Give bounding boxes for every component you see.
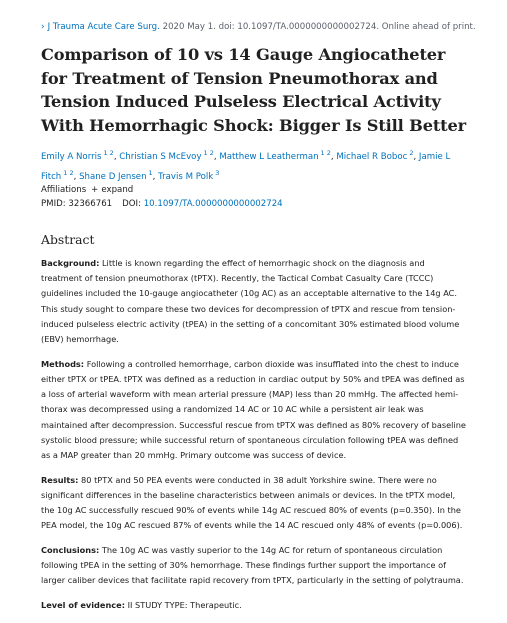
author-separator: , [213, 152, 220, 162]
abstract-section [41, 256, 467, 347]
author-separator: , [152, 171, 159, 182]
abstract-section [41, 543, 467, 589]
abstract-section-label: Results: [41, 474, 79, 485]
author-link[interactable]: Matthew L Leatherman [219, 152, 319, 162]
author-link[interactable]: Travis M Polk [158, 171, 214, 182]
abstract-body [41, 256, 467, 623]
abstract-section [41, 473, 467, 534]
abstract-section-text: Little is known regarding the effect of hemorrhagic shock on the diagnosis and treatment of tension pneumothorax (tPTX). Recently, the Tactical Combat Casualty Care (TCCC) guidelines included the 10-gauge angiocatheter (10g AC) as an acceptable alternative to the 14g AC. This study sought to compare these two devices for decompression of tPTX and rescue from tension-induced pulseless electric activity (tPEA) in the setting of a concomitant 30% estimated blood volume (EBV) hemorrhage. [41, 258, 460, 345]
abstract-section-text: II STUDY TYPE: Therapeutic. [127, 600, 242, 611]
citation-details: 2020 May 1. doi: 10.1097/TA.0000000000002724. Online ahead of print. [162, 22, 476, 32]
doi-link[interactable]: 10.1097/TA.0000000000002724 [143, 199, 283, 209]
pmid-value: 32366761 [68, 199, 113, 209]
plus-icon: + [91, 185, 99, 195]
abstract-section-label: Methods: [41, 358, 85, 369]
abstract-section [41, 598, 467, 613]
author-affiliation-sup[interactable]: 1 2 [203, 149, 214, 157]
abstract-heading: Abstract [41, 232, 95, 247]
author-list [41, 146, 467, 185]
abstract-section-label: Level of evidence: [41, 600, 125, 611]
author-separator: , [413, 152, 419, 162]
doi-label: DOI: [122, 199, 141, 209]
citation-line [41, 22, 477, 32]
author-link[interactable]: Jamie L Fitch [41, 152, 451, 182]
author-affiliation-sup[interactable]: 1 2 [320, 149, 331, 157]
author-link[interactable]: Emily A Norris [41, 152, 102, 162]
affiliations-label: Affiliations [41, 185, 87, 195]
abstract-section-text: The 10g AC was vastly superior to the 14g AC for return of spontaneous circulation following tPEA in the setting of 30% hemorrhage. These findings further support the importance of larger caliber devices that facilitate rapid recovery from tPTX, particularly in the setting of polytrauma. [41, 544, 464, 586]
article-title: Comparison of 10 vs 14 Gauge Angiocatheter for Treatment of Tension Pneumothorax and Tension Induced Pulseless Electrical Activity With Hemorrhagic Shock: Bigger Is Still Better [41, 45, 467, 135]
abstract-section-label: Conclusions: [41, 544, 100, 555]
pmid-label: PMID: [41, 199, 66, 209]
abstract-section-label: Background: [41, 258, 100, 268]
author-link[interactable]: Shane D Jensen [79, 171, 147, 182]
abstract-section [41, 357, 467, 463]
author-affiliation-sup[interactable]: 1 2 [63, 168, 74, 177]
author-affiliation-sup[interactable]: 3 [215, 168, 220, 177]
abstract-section-text: Following a controlled hemorrhage, carbon dioxide was insufflated into the chest to induce either tPTX or tPEA. tPTX was defined as a reduction in cardiac output by 50% and tPEA was defined as a loss of arterial waveform with mean arterial pressure (MAP) less than 20 mmHg. The affected hemi-thorax was decompressed using a randomized 14 AC or 10 AC while a persistent air leak was maintained after decompression. Successful rescue from tPTX was defined as 80% recovery of baseline systolic blood pressure; while successful return of spontaneous circulation following tPEA was defined as a MAP greater than 20 mmHg. Primary outcome was success of device. [41, 358, 466, 460]
author-separator: , [73, 171, 80, 182]
chevron-right-icon: › [41, 22, 45, 32]
author-separator: , [113, 152, 120, 162]
author-link[interactable]: Christian S McEvoy [119, 152, 202, 162]
author-link[interactable]: Michael R Boboc [336, 152, 408, 162]
author-affiliation-sup[interactable]: 1 [148, 168, 153, 177]
author-affiliation-sup[interactable]: 1 2 [103, 149, 114, 157]
expand-label: expand [101, 185, 134, 195]
journal-link[interactable]: J Trauma Acute Care Surg. [47, 22, 160, 32]
affiliations-toggle[interactable] [41, 185, 133, 195]
abstract-section-text: 80 tPTX and 50 PEA events were conducted in 38 adult Yorkshire swine. There were no significant differences in the baseline characteristics between animals or devices. In the tPTX model, the 10g AC successfully rescued 90% of events while 14g AC rescued 80% of events (p=0.350). In the PEA model, the 10g AC rescued 87% of events while the 14 AC rescued only 48% of events (p=0.006). [41, 474, 463, 531]
article-identifiers [41, 199, 283, 209]
author-separator: , [330, 152, 337, 162]
author-affiliation-sup[interactable]: 2 [409, 149, 414, 157]
